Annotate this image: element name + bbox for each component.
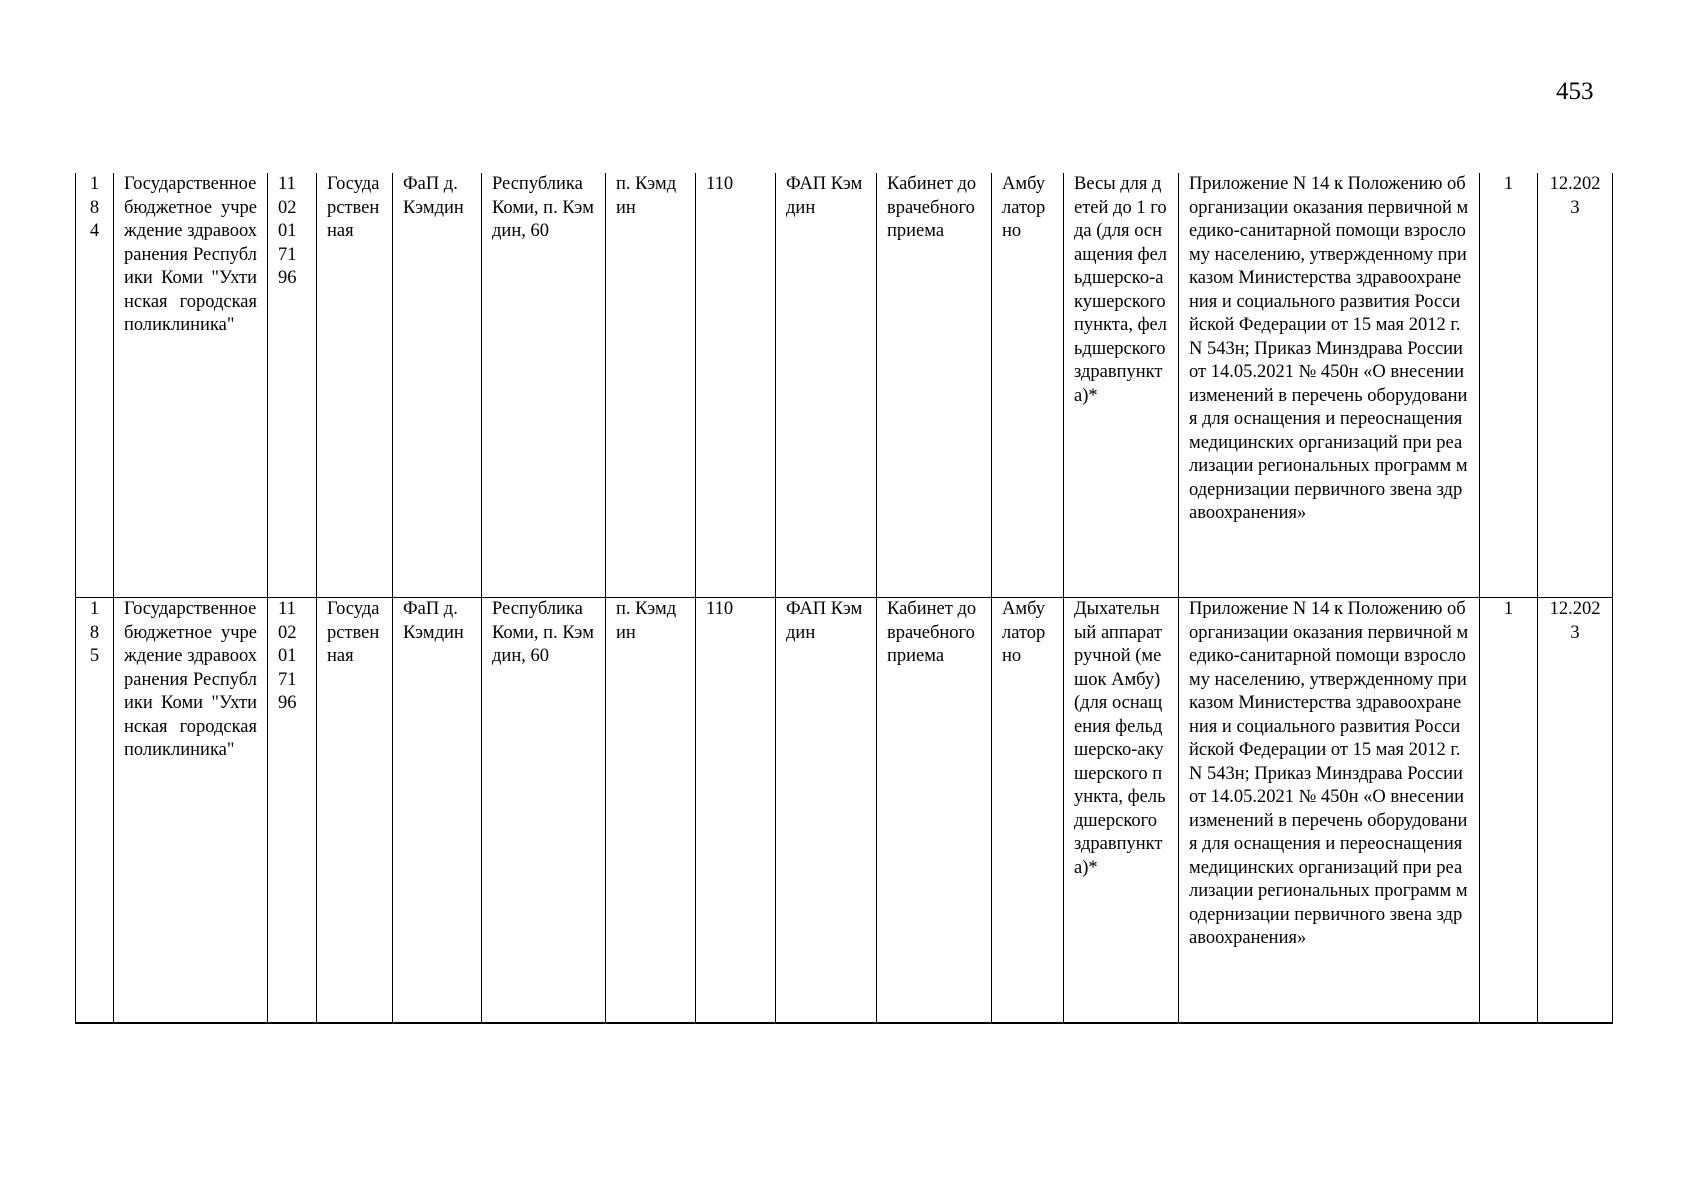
address: Республика Коми, п. Кэмдин, 60	[482, 173, 606, 598]
organization-name: Государственное бюджетное учреждение здравоохранения Республики Коми "Ухтинская городская поликлиника"	[114, 598, 268, 1024]
organization-name: Государственное бюджетное учреждение здравоохранения Республики Коми "Ухтинская городская поликлиника"	[114, 173, 268, 598]
row-number: 184	[76, 173, 114, 598]
fap-name: ФАП Кэмдин	[776, 173, 877, 598]
equipment-name: Дыхательный аппарат ручной (мешок Амбу) (для оснащения фельдшерско-акушерского пункта, фельдшерского здравпункта)*	[1064, 598, 1179, 1024]
address: Республика Коми, п. Кэмдин, 60	[482, 598, 606, 1024]
legal-basis: Приложение N 14 к Положению об организации оказания первичной медико-санитарной помощи взрослому населению, утвержденному приказом Министерства здравоохранения и социального развития Российской Федерации от 15 мая 2012 г. N 543н; Приказ Минздрава России от 14.05.2021 № 450н «О внесении изменений в перечень оборудования для оснащения и переоснащения медицинских организаций при реализации региональных программ модернизации первичного звена здравоохранения»	[1179, 173, 1480, 598]
unit-code: 110	[696, 173, 776, 598]
equipment-name: Весы для детей до 1 года (для оснащения фельдшерско-акушерского пункта, фельдшерского здравпункта)*	[1064, 173, 1179, 598]
table-row	[76, 173, 1613, 598]
quantity: 1	[1480, 173, 1538, 598]
page-number: 453	[1556, 78, 1594, 105]
care-type: Амбулаторно	[992, 598, 1064, 1024]
legal-basis: Приложение N 14 к Положению об организации оказания первичной медико-санитарной помощи взрослому населению, утвержденному приказом Министерства здравоохранения и социального развития Российской Федерации от 15 мая 2012 г. N 543н; Приказ Минздрава России от 14.05.2021 № 450н «О внесении изменений в перечень оборудования для оснащения и переоснащения медицинских организаций при реализации региональных программ модернизации первичного звена здравоохранения»	[1179, 598, 1480, 1024]
cabinet-name: Кабинет доврачебного приема	[877, 598, 992, 1024]
ownership-form: Государственная	[317, 598, 393, 1024]
inn-code: 1102017196	[268, 173, 317, 598]
cabinet-name: Кабинет доврачебного приема	[877, 173, 992, 598]
inn-code: 1102017196	[268, 598, 317, 1024]
delivery-date: 12.2023	[1538, 598, 1613, 1024]
quantity: 1	[1480, 598, 1538, 1024]
locality: п. Кэмдин	[606, 173, 696, 598]
locality: п. Кэмдин	[606, 598, 696, 1024]
equipment-table	[75, 173, 1613, 1024]
ownership-form: Государственная	[317, 173, 393, 598]
table-row	[76, 598, 1613, 1024]
care-type: Амбулаторно	[992, 173, 1064, 598]
fap-name: ФАП Кэмдин	[776, 598, 877, 1024]
delivery-date: 12.2023	[1538, 173, 1613, 598]
unit-name: ФаП д. Кэмдин	[393, 173, 482, 598]
unit-code: 110	[696, 598, 776, 1024]
row-number: 185	[76, 598, 114, 1024]
unit-name: ФаП д. Кэмдин	[393, 598, 482, 1024]
